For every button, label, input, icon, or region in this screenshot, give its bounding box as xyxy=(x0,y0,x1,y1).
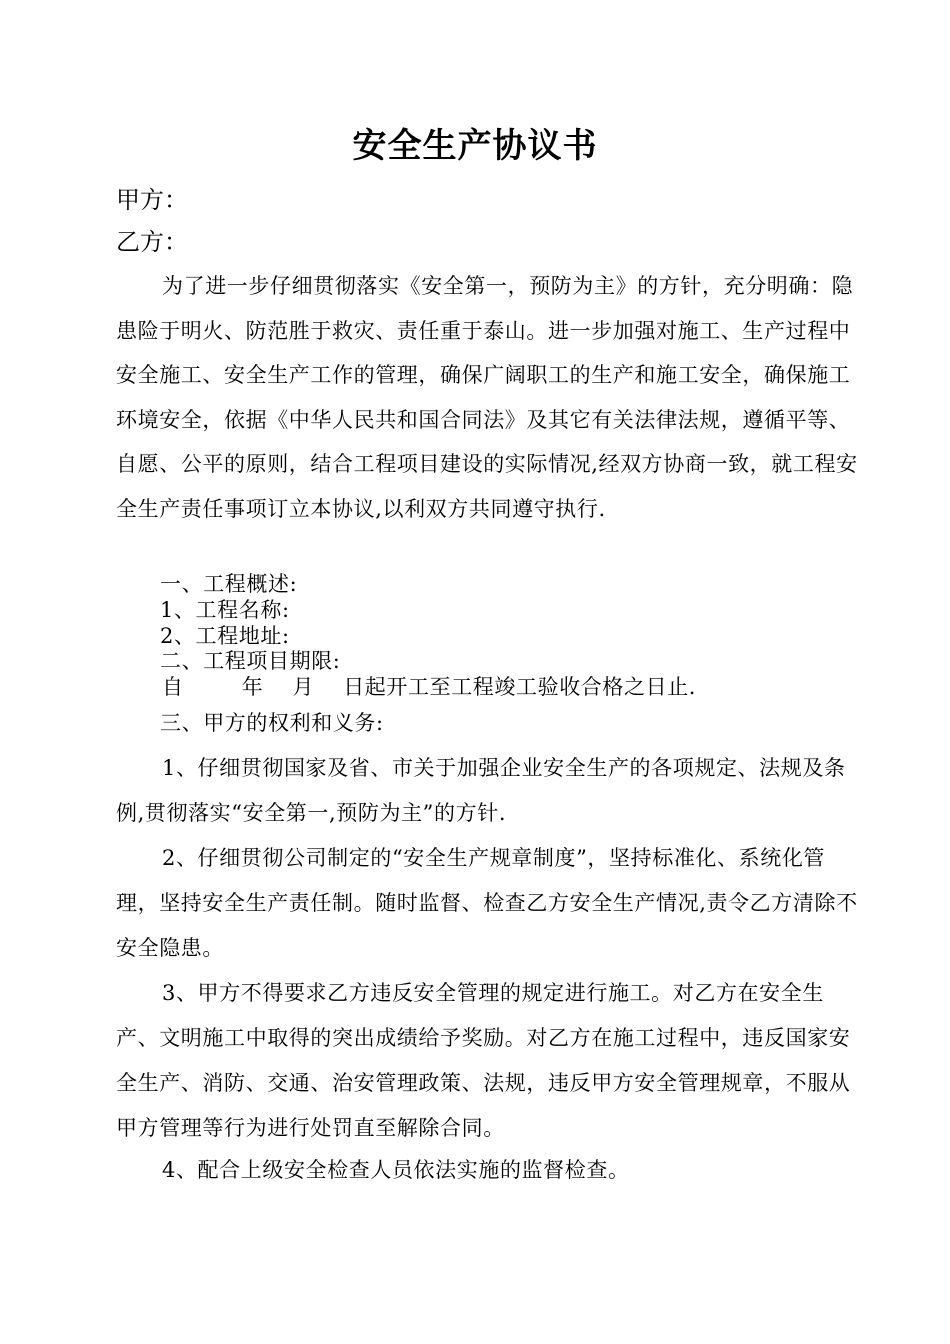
project-name-item: 1、工程名称: xyxy=(160,598,290,622)
project-period: 自 年 月 日起开工至工程竣工验收合格之日止. xyxy=(162,675,697,699)
party-a-label: 甲方： xyxy=(116,186,188,214)
clause-2: 2、仔细贯彻公司制定的“安全生产规章制度”，坚持标准化、系统化管理，坚持安全生产责任制。随时监督、检查乙方安全生产情况,责令乙方清除不安全隐患。 xyxy=(116,846,858,960)
clause-3: 3、甲方不得要求乙方违反安全管理的规定进行施工。对乙方在安全生产、文明施工中取得的突出成绩给予奖励。对乙方在施工过程中，违反国家安全生产、消防、交通、治安管理政策、法规，违反甲方安全管理规章，不服从甲方管理等行为进行处罚直至解除合同。 xyxy=(116,981,851,1140)
party-b-label: 乙方： xyxy=(116,228,188,256)
clause-1: 1、仔细贯彻国家及省、市关于加强企业安全生产的各项规定、法规及条例,贯彻落实“安全第一,预防为主”的方针. xyxy=(116,756,846,825)
section1-heading: 一、工程概述: xyxy=(160,572,298,596)
document-title: 安全生产协议书 xyxy=(352,126,598,166)
clause-4: 4、配合上级安全检查人员依法实施的监督检查。 xyxy=(162,1158,630,1182)
intro-paragraph: 为了进一步仔细贯彻落实《安全第一，预防为主》的方针，充分明确：隐患险于明火、防范胜于救灾、责任重于泰山。进一步加强对施工、生产过程中安全施工、安全生产工作的管理，确保广阔职工的生产和施工安全，确保施工环境安全，依据《中华人民共和国合同法》及其它有关法律法规，遵循平等、自愿、公平的原则，结合工程项目建设的实际情况,经双方协商一致，就工程安全生产责任事项订立本协议,以利双方共同遵守执行. xyxy=(116,274,858,521)
section3-heading: 三、甲方的权利和义务: xyxy=(160,711,384,735)
section2-heading: 二、工程项目期限: xyxy=(160,649,341,673)
project-address-item: 2、工程地址: xyxy=(160,624,290,648)
